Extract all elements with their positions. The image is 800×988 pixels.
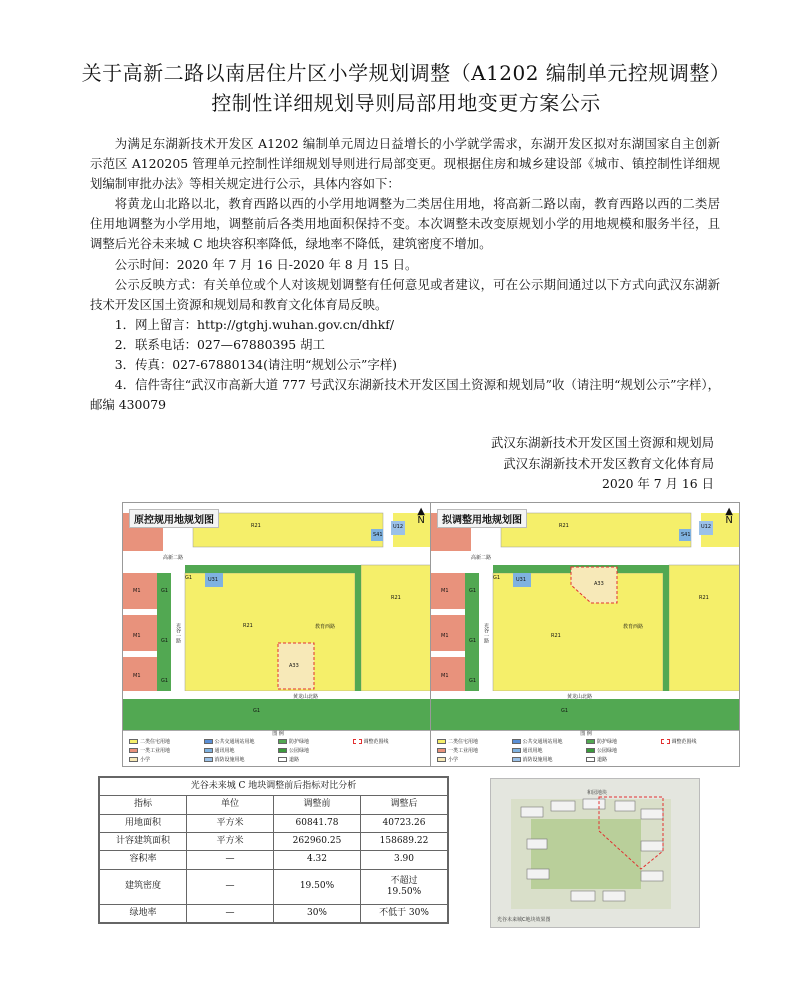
land-code-g1: G1 <box>469 588 477 594</box>
road-label-huanglong: 黄龙山北路 <box>567 694 593 700</box>
legend-label: 公共交通场站用地 <box>522 739 563 745</box>
contact-web: 1．网上留言：http://gtghj.wuhan.gov.cn/dhkf/ <box>114 316 395 332</box>
legend-swatch <box>353 739 362 744</box>
land-code-m1: M1 <box>133 633 141 639</box>
legend-item <box>586 747 661 754</box>
land-code-m1: M1 <box>441 588 449 594</box>
notice-body <box>90 134 720 415</box>
legend-swatch <box>586 757 595 762</box>
map-original-plan <box>122 502 432 767</box>
legend-label: 调整范围线 <box>363 739 389 745</box>
legend-swatch <box>278 748 287 753</box>
signature-org-education: 武汉东湖新技术开发区教育文化体育局 <box>503 455 714 471</box>
page-title: 关于高新二路以南居住片区小学规划调整（A1202 编制单元控规调整）控制性详细规划导则局部用地变更方案公示 <box>81 61 731 115</box>
legend-swatch <box>512 748 521 753</box>
land-code-r21: R21 <box>559 523 569 529</box>
land-code-g1: G1 <box>561 708 569 714</box>
contact-mail: 4．信件寄往“武汉市高新大道 777 号武汉东湖新技术开发区国土资源和规划局”收（请注明“规划公示”字样），邮编 430079 <box>90 377 720 413</box>
signature-date: 2020 年 7 月 16 日 <box>601 476 714 491</box>
land-code-u12: U12 <box>393 524 404 530</box>
land-code-g1: G1 <box>161 678 169 684</box>
road-label-guanggu: 光谷一路 <box>175 623 181 643</box>
land-code-r21: R21 <box>551 633 561 639</box>
road-label-jiaoyu: 教育西路 <box>623 624 644 630</box>
map-title: 原控规用地规划图 <box>129 509 219 528</box>
paragraph-period: 公示时间：2020 年 7 月 16 日-2020 年 8 月 15 日。 <box>114 256 418 272</box>
table-cell: 3.90 <box>361 851 448 869</box>
north-arrow-icon: ▲ N <box>725 506 733 526</box>
paragraph-adjustment: 将黄龙山北路以北，教育西路以西的小学用地调整为二类居住用地，将高新二路以南，教育西路以西的二类居住用地调整为小学用地，调整前后各类用地面积保持不变。本次调整未改变原规划小学的用地规模和服务半径，且调整后光谷未来城 C 地块容积率降低，绿地率不降低，建筑密度不增加。 <box>90 196 720 252</box>
legend-item <box>437 747 512 754</box>
legend-label: 公园绿地 <box>597 748 618 754</box>
land-code-g1: G1 <box>253 708 261 714</box>
signature-block <box>491 433 714 495</box>
table-cell: 计容建筑面积 <box>100 832 187 850</box>
legend-label: 消防设施用地 <box>522 757 553 763</box>
legend-item <box>586 738 661 745</box>
legend-swatch <box>278 739 287 744</box>
legend-grid <box>431 738 740 763</box>
map-road-labels <box>123 503 432 730</box>
legend-label: 一类工业用地 <box>140 748 171 754</box>
road-label-gaoxin: 高新二路 <box>163 555 184 561</box>
legend-grid <box>123 738 432 763</box>
table-cell: 60841.78 <box>274 814 361 832</box>
legend-item <box>661 747 736 754</box>
table-header-cell: 指标 <box>100 796 187 814</box>
road-label-guanggu: 光谷一路 <box>483 623 489 643</box>
map-road-labels <box>431 503 740 730</box>
legend-item <box>586 756 661 763</box>
legend-item <box>512 756 587 763</box>
table-cell: 262960.25 <box>274 832 361 850</box>
north-arrow-icon: ▲ N <box>417 506 425 526</box>
legend-item <box>204 738 279 745</box>
legend-label: 道路 <box>289 757 300 763</box>
legend-swatch <box>278 757 287 762</box>
legend-item <box>353 738 428 745</box>
table-cell: 19.50% <box>274 869 361 904</box>
legend-swatch <box>129 739 138 744</box>
contact-phone: 2．联系电话：027—67880395 胡工 <box>114 336 325 352</box>
contact-fax: 3．传真：027-67880134(请注明“规划公示”字样) <box>114 357 397 373</box>
land-code-g1: G1 <box>469 638 477 644</box>
legend-item <box>353 747 428 754</box>
legend-label: 二类住宅用地 <box>448 739 479 745</box>
legend-item <box>204 756 279 763</box>
legend-label: 小学 <box>448 757 459 763</box>
legend-label: 公园绿地 <box>289 748 310 754</box>
legend-item <box>353 756 428 763</box>
legend-heading: 图 例 <box>580 731 592 737</box>
signature-org-planning: 武汉东湖新技术开发区国土资源和规划局 <box>490 435 714 450</box>
rendering-caption: 光谷未来城C地块效果图 <box>497 917 551 923</box>
land-code-u31: U31 <box>208 577 219 583</box>
table-cell: — <box>187 904 274 922</box>
table-cell: — <box>187 851 274 869</box>
land-code-a33: A33 <box>594 581 604 587</box>
legend-swatch <box>204 757 213 762</box>
legend-label: 防护绿地 <box>289 739 310 745</box>
legend-item <box>129 756 204 763</box>
land-code-m1: M1 <box>441 673 449 679</box>
land-code-r21: R21 <box>699 595 709 601</box>
map-proposed-plan <box>430 502 740 767</box>
rendering-tag: 和园地块 <box>587 790 608 796</box>
table-row <box>100 814 448 832</box>
legend-label: 公共交通场站用地 <box>214 739 255 745</box>
table-cell: — <box>187 869 274 904</box>
table-cell: 建筑密度 <box>100 869 187 904</box>
legend-swatch <box>437 748 446 753</box>
road-label-jiaoyu: 教育西路 <box>315 624 336 630</box>
land-code-a33: A33 <box>289 663 299 669</box>
table-cell: 平方米 <box>187 814 274 832</box>
land-code-r21: R21 <box>243 623 253 629</box>
legend-item <box>661 756 736 763</box>
paragraph-feedback: 公示反映方式：有关单位或个人对该规划调整有任何意见或者建议，可在公示期间通过以下方式向武汉东湖新技术开发区国土资源和规划局和教育文化体育局反映。 <box>90 276 720 312</box>
legend-swatch <box>512 739 521 744</box>
legend-swatch <box>586 748 595 753</box>
table-row <box>100 904 448 922</box>
table-cell: 不低于 30% <box>361 904 448 922</box>
table-cell: 158689.22 <box>361 832 448 850</box>
land-code-m1: M1 <box>441 633 449 639</box>
land-code-m1: M1 <box>133 588 141 594</box>
land-code-u31: U31 <box>516 577 527 583</box>
land-code-g1: G1 <box>469 678 477 684</box>
legend-item <box>437 756 512 763</box>
legend-label: 小学 <box>140 757 151 763</box>
land-code-r21: R21 <box>391 595 401 601</box>
legend-label: 消防设施用地 <box>214 757 245 763</box>
map-legend <box>431 730 740 767</box>
legend-label: 防护绿地 <box>597 739 618 745</box>
land-code-u12: U12 <box>701 524 712 530</box>
legend-item <box>129 738 204 745</box>
legend-swatch <box>437 757 446 762</box>
paragraph-intro: 为满足东湖新技术开发区 A1202 编制单元周边日益增长的小学就学需求，东湖开发区拟对东湖国家自主创新示范区 A120205 管理单元控制性详细规划导则进行局部变更。现根据住房和城乡建设部《城市、镇控制性详细规划编制审批办法》等相关规定进行公示，具体内容如下： <box>90 136 720 192</box>
table-cell: 不超过 19.50% <box>361 869 448 904</box>
table-cell: 30% <box>274 904 361 922</box>
table-cell: 绿地率 <box>100 904 187 922</box>
legend-item <box>129 747 204 754</box>
indicator-table <box>98 776 449 924</box>
land-code-g1: G1 <box>493 575 501 581</box>
road-label-huanglong: 黄龙山北路 <box>293 694 319 700</box>
legend-swatch <box>204 739 213 744</box>
table-header-cell: 单位 <box>187 796 274 814</box>
legend-label: 通讯用地 <box>522 748 543 754</box>
map-title: 拟调整用地规划图 <box>437 509 527 528</box>
table-header-cell: 调整前 <box>274 796 361 814</box>
table-header-row <box>100 796 448 814</box>
map-legend <box>123 730 432 767</box>
land-code-r21: R21 <box>251 523 261 529</box>
legend-item <box>278 756 353 763</box>
legend-label: 二类住宅用地 <box>140 739 171 745</box>
land-code-s41: S41 <box>373 532 383 538</box>
table-cell: 用地面积 <box>100 814 187 832</box>
table-cell: 4.32 <box>274 851 361 869</box>
legend-item <box>661 738 736 745</box>
land-code-g1: G1 <box>161 588 169 594</box>
table-header-cell: 调整后 <box>361 796 448 814</box>
legend-item <box>512 738 587 745</box>
legend-swatch <box>512 757 521 762</box>
legend-label: 调整范围线 <box>671 739 697 745</box>
table-cell: 平方米 <box>187 832 274 850</box>
table-row <box>100 832 448 850</box>
table-cell: 容积率 <box>100 851 187 869</box>
legend-label: 道路 <box>597 757 608 763</box>
table-caption: 光谷未来城 C 地块调整前后指标对比分析 <box>100 778 448 796</box>
legend-label: 通讯用地 <box>214 748 235 754</box>
legend-item <box>437 738 512 745</box>
legend-item <box>512 747 587 754</box>
legend-heading: 图 例 <box>272 731 284 737</box>
legend-swatch <box>437 739 446 744</box>
legend-item <box>278 738 353 745</box>
legend-label: 一类工业用地 <box>448 748 479 754</box>
road-label-gaoxin: 高新二路 <box>471 555 492 561</box>
site-rendering-image <box>490 778 700 928</box>
legend-swatch <box>586 739 595 744</box>
rendering-illustration <box>491 779 700 928</box>
legend-swatch <box>204 748 213 753</box>
legend-swatch <box>661 739 670 744</box>
table-cell: 40723.26 <box>361 814 448 832</box>
land-code-g1: G1 <box>161 638 169 644</box>
land-code-s41: S41 <box>681 532 691 538</box>
legend-item <box>278 747 353 754</box>
table-row <box>100 869 448 904</box>
land-code-g1: G1 <box>185 575 193 581</box>
legend-swatch <box>129 748 138 753</box>
legend-item <box>204 747 279 754</box>
table-row <box>100 851 448 869</box>
land-code-m1: M1 <box>133 673 141 679</box>
legend-swatch <box>129 757 138 762</box>
